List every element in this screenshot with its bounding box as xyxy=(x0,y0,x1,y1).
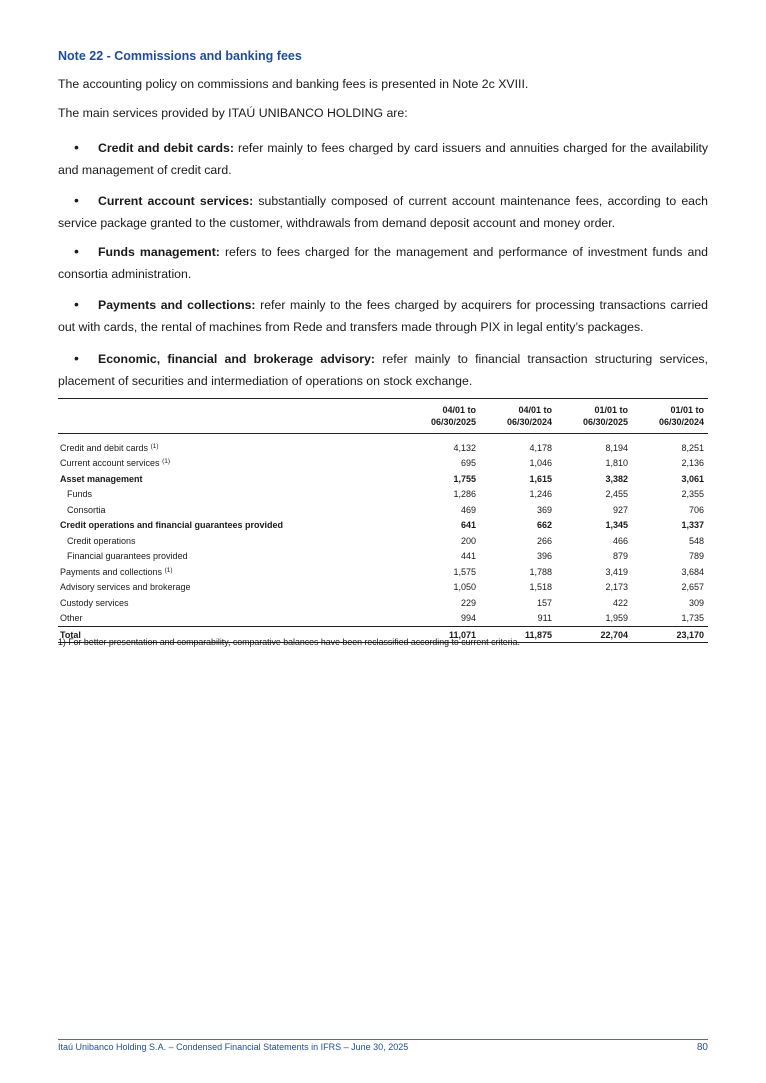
bullet-icon: • xyxy=(74,243,79,259)
bullet-current-account-services xyxy=(58,189,708,234)
cell: 1,575 xyxy=(453,566,476,577)
table-row xyxy=(58,456,708,472)
cell: 2,355 xyxy=(681,489,704,500)
bullet-payments-collections xyxy=(58,293,708,338)
bullet-term: Economic, financial and brokerage advisory: xyxy=(98,352,376,366)
cell: 1,286 xyxy=(453,489,476,500)
cell: 466 xyxy=(612,535,628,546)
cell: 4,178 xyxy=(529,442,552,453)
table-footnote: 1) For better presentation and comparability, comparative balances have been reclassified according to current criteria. xyxy=(58,637,520,647)
cell: 4,132 xyxy=(453,442,476,453)
cell: 1,735 xyxy=(681,613,704,624)
cell: 1,788 xyxy=(529,566,552,577)
header-col-3 xyxy=(556,399,632,434)
cell: 3,061 xyxy=(681,473,704,484)
cell: 229 xyxy=(460,597,476,608)
bullet-funds-management xyxy=(58,240,708,285)
row-label: Asset management xyxy=(60,473,143,484)
cell: 548 xyxy=(688,535,704,546)
row-label: Credit operations and financial guarantees provided xyxy=(60,520,284,531)
cell: 641 xyxy=(460,520,476,531)
cell: 789 xyxy=(688,551,704,562)
cell: 911 xyxy=(537,613,552,624)
bullet-text: refer mainly to financial transaction structuring services, placement of securities and intermediation of operations on stock exchange. xyxy=(58,352,708,388)
cell: 2,657 xyxy=(681,582,704,593)
cell: 23,170 xyxy=(632,627,708,643)
table-row xyxy=(58,533,708,549)
cell: 3,684 xyxy=(681,566,704,577)
total-label: Total xyxy=(58,627,404,643)
table-row xyxy=(58,502,708,518)
table-row xyxy=(58,595,708,611)
row-label: Consortia xyxy=(67,504,106,515)
bullet-text: substantially composed of current account maintenance fees, according to each service package granted to the customer, withdrawals from demand deposit account and money order. xyxy=(58,194,708,230)
bullet-term: Funds management: xyxy=(98,245,220,259)
cell: 1,337 xyxy=(681,520,704,531)
bullet-term: Payments and collections: xyxy=(98,298,256,312)
header-line: 01/01 to xyxy=(594,405,628,415)
cell: 11,875 xyxy=(480,627,556,643)
bullet-advisory xyxy=(58,347,708,392)
table-row xyxy=(58,564,708,580)
cell: 157 xyxy=(536,597,552,608)
bullet-term: Credit and debit cards: xyxy=(98,141,234,155)
table-row xyxy=(58,471,708,487)
cell: 695 xyxy=(460,458,476,469)
row-label xyxy=(58,440,404,456)
intro-paragraph-2: The main services provided by ITAÚ UNIBANCO HOLDING are: xyxy=(58,106,408,120)
bullet-text: refer mainly to fees charged by card issuers and annuities charged for the availability and management of credit card. xyxy=(58,141,709,177)
header-col-2 xyxy=(480,399,556,434)
cell: 1,518 xyxy=(529,582,552,593)
cell: 441 xyxy=(460,551,476,562)
cell: 11,071 xyxy=(404,627,480,643)
row-label: Custody services xyxy=(60,597,129,608)
row-label: Advisory services and brokerage xyxy=(60,582,191,593)
table-row xyxy=(58,580,708,596)
bullet-icon: • xyxy=(74,192,79,208)
footer-divider xyxy=(58,1039,708,1040)
intro-paragraph-1: The accounting policy on commissions and banking fees is presented in Note 2c XVIII. xyxy=(58,77,529,91)
table-row xyxy=(58,440,708,456)
row-label xyxy=(58,456,404,472)
table-row xyxy=(58,518,708,534)
header-line: 06/30/2025 xyxy=(582,417,628,427)
cell: 927 xyxy=(612,504,628,515)
row-label: Other xyxy=(60,613,83,624)
table-row xyxy=(58,549,708,565)
cell: 1,050 xyxy=(453,582,476,593)
cell: 266 xyxy=(536,535,552,546)
cell: 369 xyxy=(536,504,552,515)
header-line: 06/30/2024 xyxy=(658,417,704,427)
row-label: Financial guarantees provided xyxy=(67,551,188,562)
footnote-marker: (1) xyxy=(162,458,171,466)
cell: 1,046 xyxy=(529,458,552,469)
page-number: 80 xyxy=(696,1042,708,1053)
header-blank xyxy=(58,399,404,434)
cell: 3,382 xyxy=(605,473,628,484)
bullet-icon: • xyxy=(74,139,79,155)
cell: 8,194 xyxy=(605,442,628,453)
cell: 200 xyxy=(460,535,476,546)
cell: 2,455 xyxy=(605,489,628,500)
cell: 1,755 xyxy=(453,473,476,484)
cell: 3,419 xyxy=(605,566,628,577)
table-header-row xyxy=(58,399,708,434)
footnote-marker: (1) xyxy=(164,566,173,574)
table-row xyxy=(58,611,708,627)
cell: 662 xyxy=(536,520,552,531)
header-line: 01/01 to xyxy=(670,405,704,415)
commissions-table xyxy=(58,398,708,643)
bullet-icon: • xyxy=(74,350,79,366)
cell: 396 xyxy=(536,551,552,562)
footer-text: Itaú Unibanco Holding S.A. – Condensed Financial Statements in IFRS – June 30, 2025 xyxy=(58,1042,409,1052)
header-col-1 xyxy=(404,399,480,434)
cell: 1,615 xyxy=(529,473,552,484)
header-line: 04/01 to xyxy=(442,405,476,415)
cell: 706 xyxy=(688,504,704,515)
row-label: Credit operations xyxy=(67,535,136,546)
row-label-text: Current account services xyxy=(60,458,160,469)
bullet-credit-debit-cards xyxy=(58,136,708,181)
footnote-marker: (1) xyxy=(150,442,159,450)
header-line: 06/30/2025 xyxy=(430,417,476,427)
bullet-text: refer mainly to the fees charged by acquirers for processing transactions carried out with cards, the rental of machines from Rede and transfers made through PIX in legal entity’s packages. xyxy=(58,298,708,334)
note-title: Note 22 - Commissions and banking fees xyxy=(58,49,302,63)
row-label-text: Credit and debit cards xyxy=(60,442,149,453)
bullet-icon: • xyxy=(74,296,79,312)
cell: 994 xyxy=(460,613,476,624)
cell: 422 xyxy=(612,597,628,608)
cell: 1,246 xyxy=(529,489,552,500)
header-line: 06/30/2024 xyxy=(506,417,552,427)
cell: 1,345 xyxy=(605,520,628,531)
cell: 1,959 xyxy=(605,613,628,624)
cell: 2,136 xyxy=(681,458,704,469)
cell: 2,173 xyxy=(605,582,628,593)
bullet-term: Current account services: xyxy=(98,194,254,208)
row-label: Funds xyxy=(67,489,93,500)
cell: 22,704 xyxy=(556,627,632,643)
cell: 1,810 xyxy=(605,458,628,469)
row-label xyxy=(58,564,404,580)
row-label-text: Payments and collections xyxy=(60,566,163,577)
header-col-4 xyxy=(632,399,708,434)
cell: 309 xyxy=(688,597,704,608)
cell: 879 xyxy=(612,551,628,562)
cell: 8,251 xyxy=(681,442,704,453)
header-line: 04/01 to xyxy=(518,405,552,415)
table-row xyxy=(58,487,708,503)
bullet-text: refers to fees charged for the management and performance of investment funds and consortia administration. xyxy=(58,245,708,281)
cell: 469 xyxy=(460,504,476,515)
